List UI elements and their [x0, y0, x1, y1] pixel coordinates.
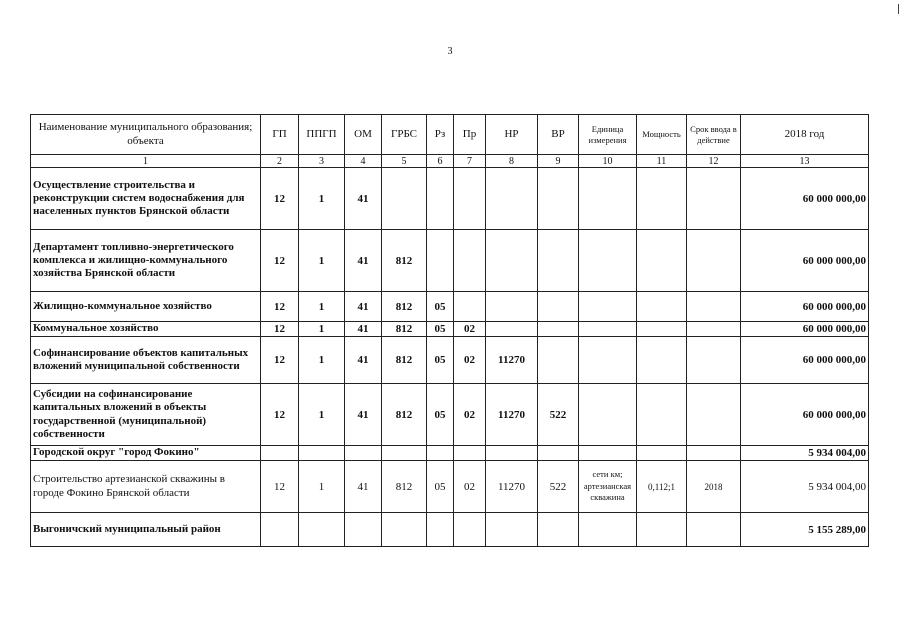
cell-rz: [427, 513, 454, 547]
cell-gp: 12: [261, 461, 299, 513]
cell-power: [637, 322, 687, 337]
budget-table: [30, 114, 869, 547]
cell-om: 41: [345, 322, 382, 337]
cell-pr: [454, 168, 486, 230]
cell-rz: 05: [427, 292, 454, 322]
cell-pr: 02: [454, 322, 486, 337]
cell-gp: 12: [261, 384, 299, 446]
cell-amount: 60 000 000,00: [741, 384, 869, 446]
cell-amount: 5 934 004,00: [741, 461, 869, 513]
cell-term: [687, 230, 741, 292]
row-name: Софинансирование объектов капитальных вложений муниципальной собственности: [31, 337, 261, 384]
cell-power: [637, 337, 687, 384]
cell-vr: 522: [538, 461, 579, 513]
cell-ppgp: 1: [299, 168, 345, 230]
row-name: Коммунальное хозяйство: [31, 322, 261, 337]
cell-nr: 11270: [486, 337, 538, 384]
cell-vr: 522: [538, 384, 579, 446]
column-index: 6: [427, 155, 454, 168]
col-header-ppgp: ППГП: [299, 115, 345, 155]
row-name: Субсидии на софинансирование капитальных вложений в объекты государственной (муниципальной) собственности: [31, 384, 261, 446]
column-index: 1: [31, 155, 261, 168]
column-index-row: [31, 155, 869, 168]
cell-power: [637, 292, 687, 322]
table-row: [31, 168, 869, 230]
cell-rz: 05: [427, 322, 454, 337]
cell-grbs: [382, 513, 427, 547]
cell-unit: [579, 322, 637, 337]
cell-vr: [538, 168, 579, 230]
col-header-nr: НР: [486, 115, 538, 155]
cell-unit: сети км; артезианская скважина: [579, 461, 637, 513]
cell-rz: 05: [427, 337, 454, 384]
column-index: 8: [486, 155, 538, 168]
cell-gp: [261, 513, 299, 547]
cell-rz: 05: [427, 461, 454, 513]
cell-amount: 60 000 000,00: [741, 230, 869, 292]
col-header-gp: ГП: [261, 115, 299, 155]
cell-nr: [486, 168, 538, 230]
cell-om: 41: [345, 384, 382, 446]
cell-unit: [579, 446, 637, 461]
cell-term: [687, 384, 741, 446]
cell-term: [687, 337, 741, 384]
page-number: 3: [447, 46, 453, 57]
cell-pr: 02: [454, 384, 486, 446]
cell-grbs: [382, 168, 427, 230]
col-header-om: ОМ: [345, 115, 382, 155]
cell-amount: 60 000 000,00: [741, 292, 869, 322]
cell-ppgp: 1: [299, 337, 345, 384]
cell-nr: [486, 513, 538, 547]
cell-grbs: 812: [382, 384, 427, 446]
cell-om: 41: [345, 168, 382, 230]
cell-term: [687, 322, 741, 337]
table-row: [31, 384, 869, 446]
col-header-vr: ВР: [538, 115, 579, 155]
cell-om: [345, 513, 382, 547]
cell-unit: [579, 337, 637, 384]
header-row: [31, 115, 869, 155]
col-header-unit: Единица измерения: [579, 115, 637, 155]
table-row: [31, 446, 869, 461]
row-name: Осуществление строительства и реконструкции систем водоснабжения для населенных пунктов Брянской области: [31, 168, 261, 230]
scan-mark: [898, 4, 899, 14]
column-index: 3: [299, 155, 345, 168]
table-row: [31, 230, 869, 292]
cell-grbs: 812: [382, 230, 427, 292]
cell-pr: [454, 446, 486, 461]
cell-vr: [538, 230, 579, 292]
cell-grbs: 812: [382, 292, 427, 322]
col-header-year: 2018 год: [741, 115, 869, 155]
row-name: Строительство артезианской скважины в городе Фокино Брянской области: [31, 461, 261, 513]
cell-vr: [538, 337, 579, 384]
table-row: [31, 461, 869, 513]
cell-rz: [427, 230, 454, 292]
cell-power: [637, 513, 687, 547]
cell-ppgp: [299, 513, 345, 547]
table-row: [31, 292, 869, 322]
cell-ppgp: 1: [299, 384, 345, 446]
cell-unit: [579, 292, 637, 322]
cell-ppgp: [299, 446, 345, 461]
cell-rz: 05: [427, 384, 454, 446]
cell-amount: 5 155 289,00: [741, 513, 869, 547]
cell-term: 2018: [687, 461, 741, 513]
column-index: 12: [687, 155, 741, 168]
cell-grbs: 812: [382, 461, 427, 513]
cell-term: [687, 446, 741, 461]
cell-gp: 12: [261, 230, 299, 292]
col-header-term: Срок ввода в действие: [687, 115, 741, 155]
column-index: 5: [382, 155, 427, 168]
col-header-power: Мощность: [637, 115, 687, 155]
cell-nr: [486, 230, 538, 292]
cell-pr: 02: [454, 461, 486, 513]
cell-om: 41: [345, 292, 382, 322]
column-index: 11: [637, 155, 687, 168]
cell-nr: [486, 446, 538, 461]
cell-grbs: 812: [382, 322, 427, 337]
cell-vr: [538, 446, 579, 461]
table-row: [31, 513, 869, 547]
col-header-rz: Рз: [427, 115, 454, 155]
cell-gp: 12: [261, 292, 299, 322]
cell-rz: [427, 446, 454, 461]
cell-om: 41: [345, 461, 382, 513]
cell-pr: [454, 513, 486, 547]
col-header-name: Наименование муниципального образования; объекта: [31, 115, 261, 155]
cell-amount: 5 934 004,00: [741, 446, 869, 461]
cell-gp: 12: [261, 337, 299, 384]
cell-nr: 11270: [486, 461, 538, 513]
cell-vr: [538, 513, 579, 547]
cell-pr: 02: [454, 337, 486, 384]
row-name: Выгоничский муниципальный район: [31, 513, 261, 547]
cell-amount: 60 000 000,00: [741, 168, 869, 230]
cell-term: [687, 513, 741, 547]
cell-gp: 12: [261, 168, 299, 230]
cell-nr: [486, 322, 538, 337]
cell-grbs: 812: [382, 337, 427, 384]
column-index: 4: [345, 155, 382, 168]
cell-power: [637, 446, 687, 461]
cell-rz: [427, 168, 454, 230]
cell-amount: 60 000 000,00: [741, 337, 869, 384]
cell-vr: [538, 292, 579, 322]
cell-grbs: [382, 446, 427, 461]
cell-om: 41: [345, 230, 382, 292]
cell-ppgp: 1: [299, 292, 345, 322]
cell-nr: [486, 292, 538, 322]
cell-pr: [454, 292, 486, 322]
col-header-pr: Пр: [454, 115, 486, 155]
cell-term: [687, 168, 741, 230]
cell-om: 41: [345, 337, 382, 384]
cell-unit: [579, 230, 637, 292]
cell-power: [637, 384, 687, 446]
cell-amount: 60 000 000,00: [741, 322, 869, 337]
table-row: [31, 322, 869, 337]
cell-ppgp: 1: [299, 461, 345, 513]
cell-ppgp: 1: [299, 230, 345, 292]
cell-pr: [454, 230, 486, 292]
table-row: [31, 337, 869, 384]
cell-om: [345, 446, 382, 461]
cell-ppgp: 1: [299, 322, 345, 337]
cell-gp: [261, 446, 299, 461]
column-index: 7: [454, 155, 486, 168]
cell-unit: [579, 513, 637, 547]
row-name: Департамент топливно-энергетического комплекса и жилищно-коммунального хозяйства Брянской области: [31, 230, 261, 292]
cell-gp: 12: [261, 322, 299, 337]
column-index: 2: [261, 155, 299, 168]
cell-term: [687, 292, 741, 322]
cell-power: [637, 230, 687, 292]
cell-unit: [579, 168, 637, 230]
col-header-grbs: ГРБС: [382, 115, 427, 155]
row-name: Городской округ "город Фокино": [31, 446, 261, 461]
row-name: Жилищно-коммунальное хозяйство: [31, 292, 261, 322]
cell-power: 0,112;1: [637, 461, 687, 513]
column-index: 13: [741, 155, 869, 168]
cell-power: [637, 168, 687, 230]
cell-unit: [579, 384, 637, 446]
cell-nr: 11270: [486, 384, 538, 446]
column-index: 10: [579, 155, 637, 168]
cell-vr: [538, 322, 579, 337]
column-index: 9: [538, 155, 579, 168]
